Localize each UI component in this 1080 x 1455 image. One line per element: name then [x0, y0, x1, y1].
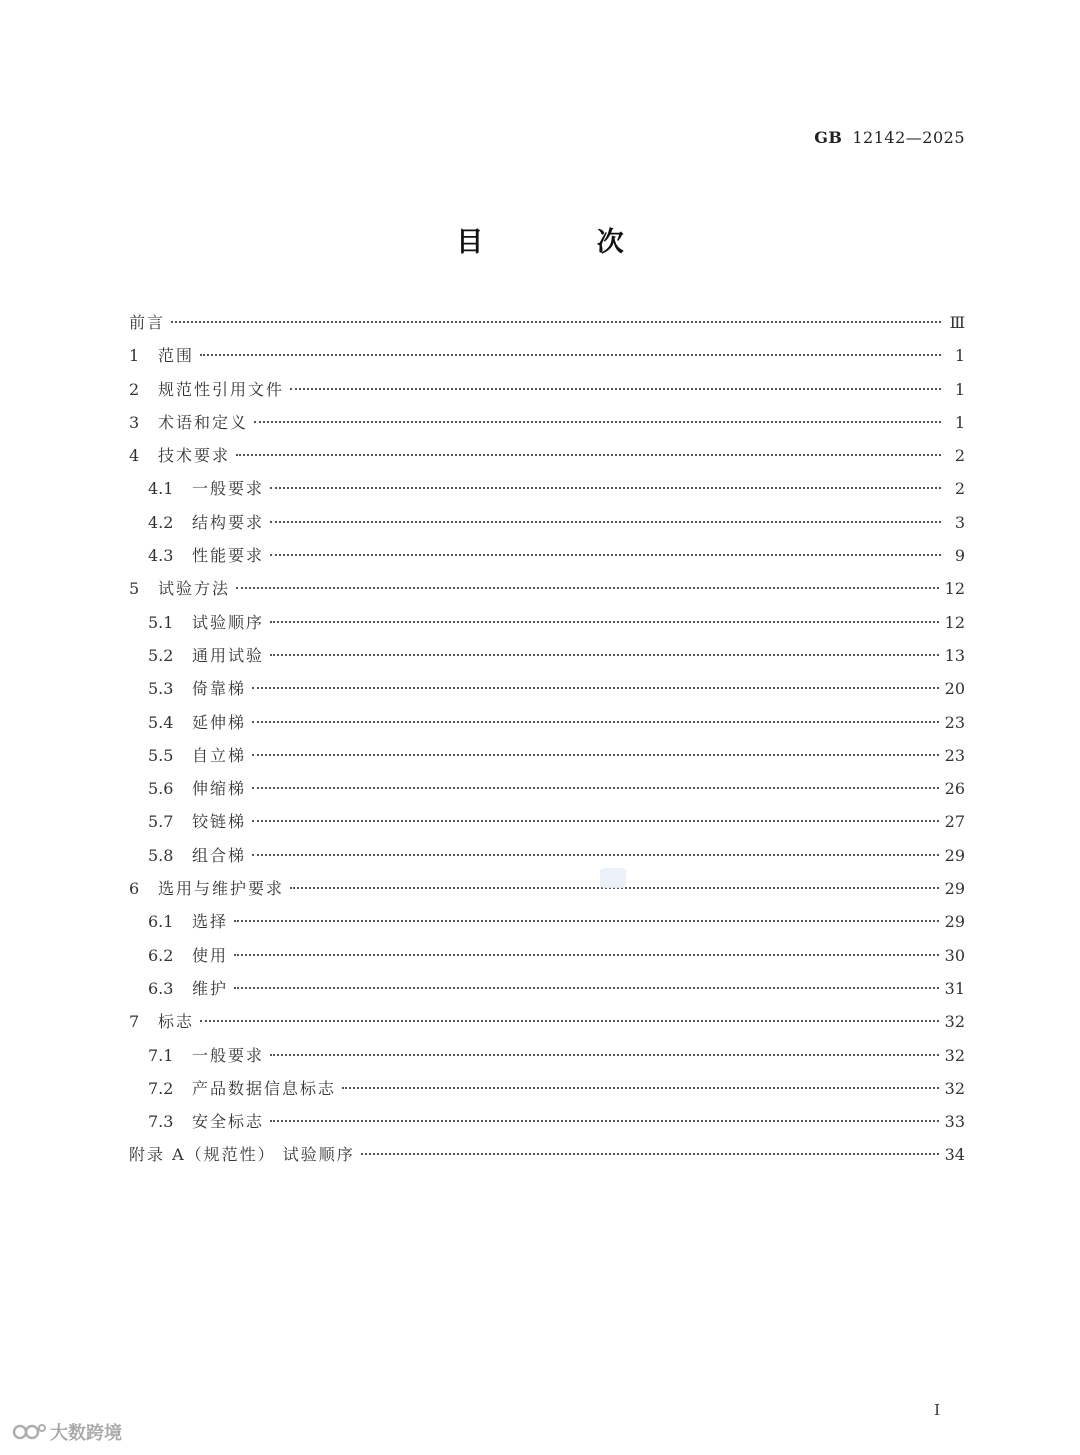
toc-entry-title: 技术要求 — [158, 446, 231, 466]
toc-entry-number: 5.5 — [148, 745, 174, 765]
toc-entry-title: 一般要求 — [192, 479, 265, 499]
toc-entry-title: 范围 — [158, 346, 195, 366]
toc-entry[interactable] — [129, 639, 965, 672]
toc-entry-page: 1 — [954, 379, 965, 399]
toc-entry-number: 6 — [129, 879, 140, 899]
toc-entry-page: 31 — [944, 978, 965, 998]
toc-entry[interactable] — [129, 373, 965, 406]
toc-entry[interactable] — [129, 606, 965, 639]
standard-number: 12142—2025 — [852, 128, 965, 147]
toc-dot-leader — [270, 654, 939, 656]
toc-entry-title: 维护 — [192, 978, 229, 998]
toc-entry-page: 20 — [944, 679, 965, 699]
toc-entry[interactable] — [129, 539, 965, 572]
toc-entry-page: 32 — [944, 1045, 965, 1065]
toc-entry-title: 结构要求 — [192, 512, 265, 532]
toc-entry-page: 29 — [944, 845, 965, 865]
toc-entry-number: 2 — [129, 379, 140, 399]
toc-entry-number: 6.1 — [148, 912, 174, 932]
toc-entry-title: 性能要求 — [192, 546, 265, 566]
toc-dot-leader — [252, 820, 939, 822]
table-of-contents — [129, 306, 965, 1172]
toc-entry-title: 一般要求 — [192, 1045, 265, 1065]
toc-entry-page: Ⅲ — [949, 313, 965, 332]
toc-entry-page: 34 — [944, 1145, 965, 1165]
toc-entry-page: 12 — [944, 579, 965, 599]
toc-entry-title: 使用 — [192, 945, 229, 965]
toc-entry-page: 12 — [944, 612, 965, 632]
toc-entry-page: 29 — [944, 879, 965, 899]
standard-prefix: GB — [814, 128, 843, 147]
toc-entry-title: 铰链梯 — [192, 812, 247, 832]
toc-dot-leader — [234, 954, 939, 956]
watermark-text: 大数跨境 — [50, 1423, 122, 1444]
toc-entry-title: 通用试验 — [192, 645, 265, 665]
toc-entry-number: 1 — [129, 346, 140, 366]
toc-dot-leader — [236, 587, 939, 589]
toc-entry[interactable] — [129, 1005, 965, 1038]
toc-entry-page: 1 — [954, 346, 965, 366]
toc-entry-number: 5.6 — [148, 779, 174, 799]
toc-entry[interactable] — [129, 706, 965, 739]
toc-dot-leader — [234, 987, 939, 989]
toc-entry[interactable] — [129, 672, 965, 705]
toc-entry-page: 2 — [954, 446, 965, 466]
toc-dot-leader — [270, 554, 941, 556]
toc-dot-leader — [236, 454, 941, 456]
toc-entry-number: 5 — [129, 579, 140, 599]
toc-entry-title: 选择 — [192, 912, 229, 932]
toc-entry-number: 4.2 — [148, 512, 174, 532]
toc-entry-title: 自立梯 — [192, 745, 247, 765]
toc-entry-page: 32 — [944, 1078, 965, 1098]
toc-entry[interactable] — [129, 972, 965, 1005]
toc-entry-number: 5.4 — [148, 712, 174, 732]
toc-dot-leader — [342, 1087, 939, 1089]
toc-dot-leader — [254, 421, 941, 423]
toc-entry-number: 4 — [129, 446, 140, 466]
toc-entry-page: 1 — [954, 412, 965, 432]
toc-entry-number: 7.2 — [148, 1078, 174, 1098]
toc-dot-leader — [171, 321, 941, 323]
toc-entry-number: 5.7 — [148, 812, 174, 832]
toc-entry-number: 5.3 — [148, 679, 174, 699]
standard-code — [814, 128, 965, 147]
toc-entry-page: 29 — [944, 912, 965, 932]
toc-entry-title: 伸缩梯 — [192, 779, 247, 799]
toc-entry-number: 5.2 — [148, 645, 174, 665]
toc-dot-leader — [252, 854, 939, 856]
toc-entry-title: 附录 A（规范性） 试验顺序 — [129, 1145, 355, 1165]
toc-entry-title: 倚靠梯 — [192, 679, 247, 699]
toc-entry-page: 27 — [944, 812, 965, 832]
toc-entry-title: 安全标志 — [192, 1112, 265, 1132]
toc-entry[interactable] — [129, 939, 965, 972]
toc-entry[interactable] — [129, 1072, 965, 1105]
toc-entry-title: 组合梯 — [192, 845, 247, 865]
toc-entry-number: 7.1 — [148, 1045, 174, 1065]
watermark — [12, 1419, 122, 1445]
toc-entry[interactable] — [129, 805, 965, 838]
toc-entry[interactable] — [129, 872, 965, 905]
toc-entry-number: 5.1 — [148, 612, 174, 632]
scan-artifact-mark — [600, 868, 626, 888]
toc-dot-leader — [290, 388, 941, 390]
toc-entry-page: 9 — [954, 546, 965, 566]
toc-entry[interactable] — [129, 905, 965, 938]
footer-page-number: Ⅰ — [934, 1401, 940, 1419]
toc-entry-title: 试验方法 — [158, 579, 231, 599]
toc-entry-page: 23 — [944, 712, 965, 732]
toc-entry-number: 3 — [129, 412, 140, 432]
toc-entry[interactable] — [129, 406, 965, 439]
toc-entry[interactable] — [129, 1138, 965, 1171]
toc-dot-leader — [234, 920, 939, 922]
toc-dot-leader — [252, 687, 939, 689]
toc-dot-leader — [200, 354, 941, 356]
toc-dot-leader — [270, 1054, 939, 1056]
toc-entry-page: 3 — [954, 512, 965, 532]
toc-entry[interactable] — [129, 472, 965, 505]
toc-entry-number: 6.3 — [148, 978, 174, 998]
toc-entry-number: 7 — [129, 1012, 140, 1032]
toc-entry[interactable] — [129, 306, 965, 339]
toc-entry[interactable] — [129, 572, 965, 605]
toc-entry-title: 延伸梯 — [192, 712, 247, 732]
toc-entry-page: 2 — [954, 479, 965, 499]
toc-entry-title: 术语和定义 — [158, 412, 249, 432]
toc-dot-leader — [252, 787, 939, 789]
toc-entry[interactable] — [129, 339, 965, 372]
toc-dot-leader — [200, 1020, 939, 1022]
toc-entry[interactable] — [129, 839, 965, 872]
toc-entry-title: 试验顺序 — [192, 612, 265, 632]
toc-dot-leader — [270, 487, 941, 489]
toc-entry-page: 32 — [944, 1012, 965, 1032]
toc-entry[interactable] — [129, 1039, 965, 1072]
toc-entry-number: 4.3 — [148, 546, 174, 566]
toc-entry[interactable] — [129, 739, 965, 772]
toc-entry-page: 30 — [944, 945, 965, 965]
toc-entry-title: 前言 — [129, 313, 166, 332]
toc-entry-page: 33 — [944, 1112, 965, 1132]
toc-entry-title: 产品数据信息标志 — [192, 1078, 337, 1098]
toc-entry-page: 23 — [944, 745, 965, 765]
toc-entry[interactable] — [129, 772, 965, 805]
toc-entry-number: 5.8 — [148, 845, 174, 865]
brand-logo-icon — [12, 1419, 46, 1445]
toc-entry[interactable] — [129, 1105, 965, 1138]
toc-dot-leader — [361, 1153, 939, 1155]
toc-entry-title: 选用与维护要求 — [158, 879, 285, 899]
toc-dot-leader — [252, 754, 939, 756]
toc-entry-number: 6.2 — [148, 945, 174, 965]
toc-entry-title: 标志 — [158, 1012, 195, 1032]
toc-dot-leader — [270, 521, 941, 523]
toc-entry[interactable] — [129, 506, 965, 539]
toc-entry-number: 4.1 — [148, 479, 174, 499]
toc-entry-page: 26 — [944, 779, 965, 799]
toc-dot-leader — [270, 621, 939, 623]
toc-entry[interactable] — [129, 439, 965, 472]
toc-entry-page: 13 — [944, 645, 965, 665]
toc-dot-leader — [252, 721, 939, 723]
toc-dot-leader — [270, 1120, 939, 1122]
toc-entry-title: 规范性引用文件 — [158, 379, 285, 399]
toc-entry-number: 7.3 — [148, 1112, 174, 1132]
page-title: 目 次 — [456, 227, 676, 258]
